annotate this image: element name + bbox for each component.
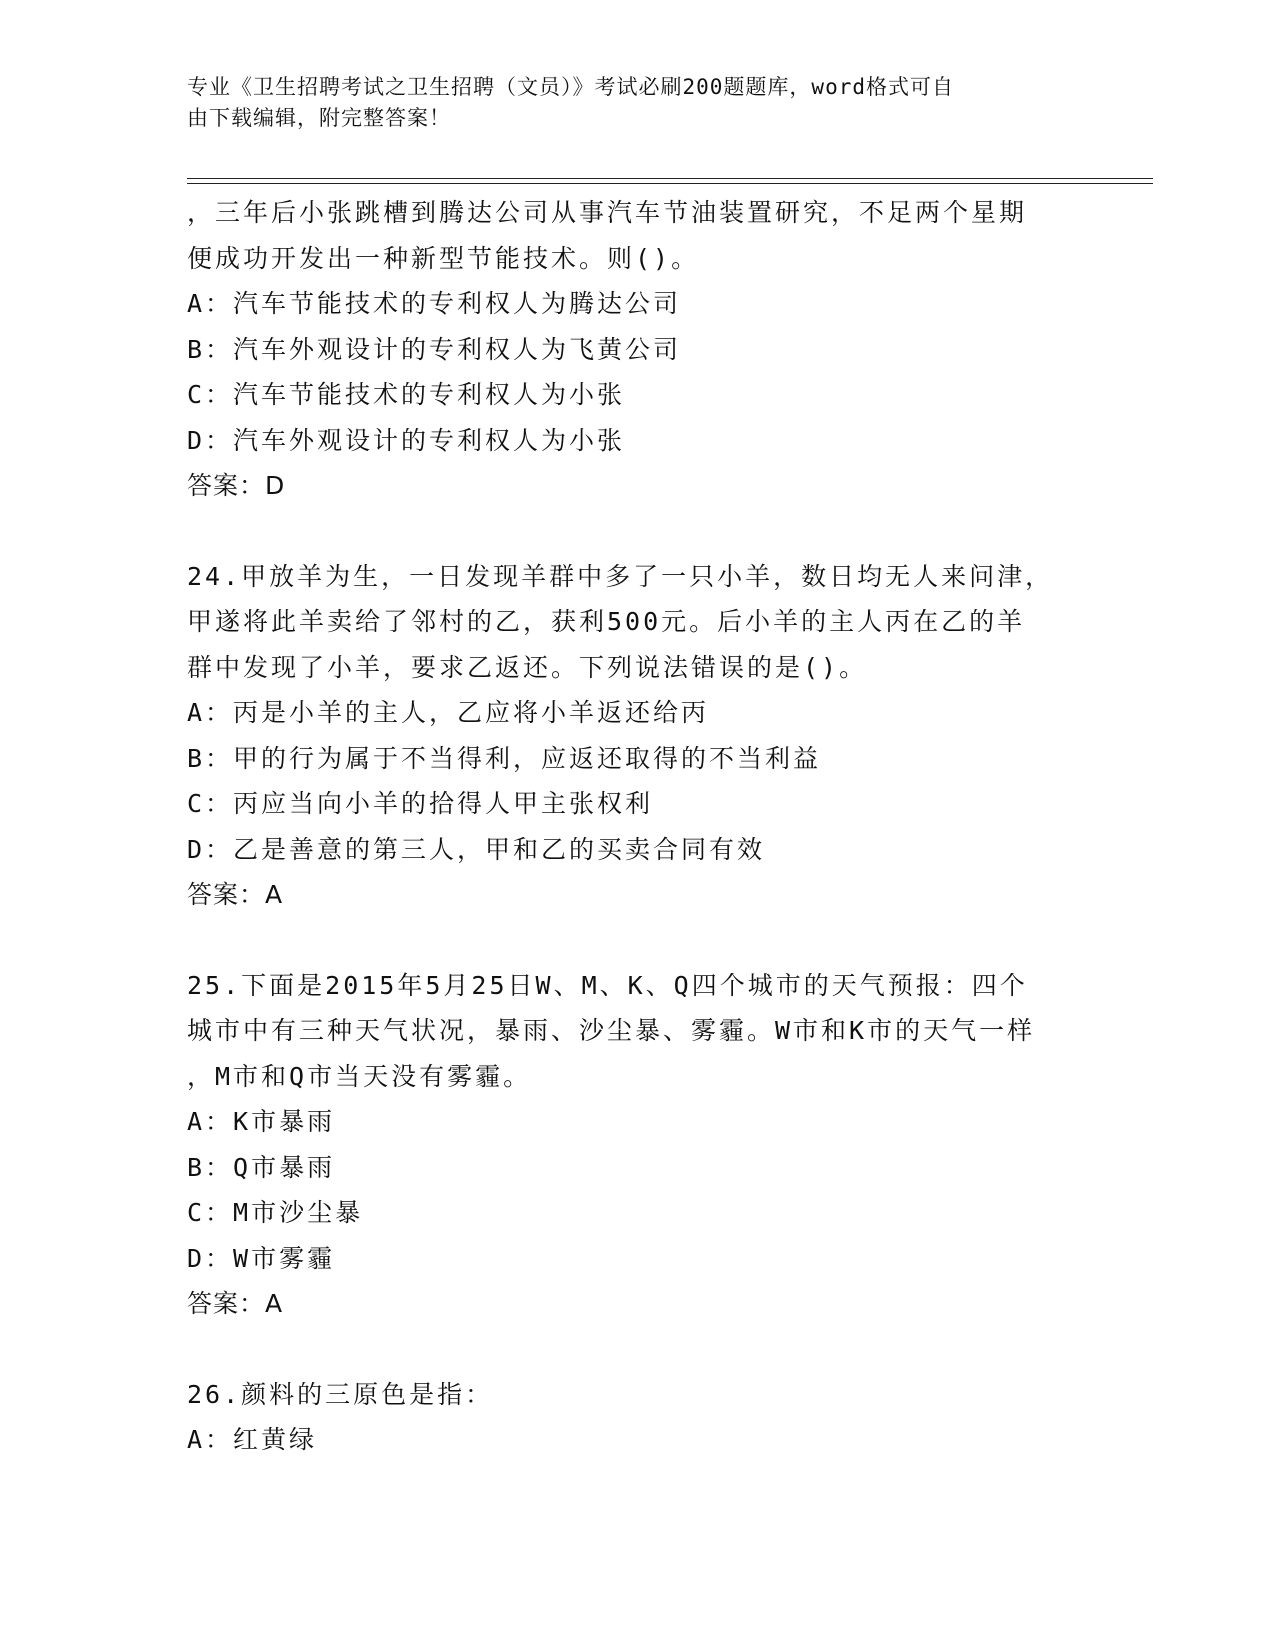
header-divider-top: [187, 178, 1153, 179]
option-d: D：W市雾霾: [187, 1243, 336, 1273]
question-stem-line: 群中发现了小羊，要求乙返还。下列说法错误的是()。: [187, 652, 868, 682]
option-b: B：Q市暴雨: [187, 1152, 336, 1182]
question-stem-line: 甲遂将此羊卖给了邻村的乙，获利500元。后小羊的主人丙在乙的羊: [187, 607, 1026, 636]
question-24: [187, 554, 1127, 918]
option-b: B：甲的行为属于不当得利，应返还取得的不当利益: [187, 743, 822, 773]
answer-line: 答案：D: [187, 471, 286, 500]
document-header: [187, 72, 1087, 134]
question-stem-line: ，三年后小张跳槽到腾达公司从事汽车节油装置研究，不足两个星期: [187, 198, 1028, 227]
option-a: A：红黄绿: [187, 1425, 318, 1454]
answer-line: 答案：A: [187, 1289, 284, 1318]
header-divider-bottom: [187, 183, 1153, 184]
question-25: [187, 963, 1127, 1327]
question-list: [187, 190, 1127, 1463]
option-a: A：汽车节能技术的专利权人为腾达公司: [187, 289, 682, 318]
spacer: [187, 918, 1127, 963]
question-stem-line: 便成功开发出一种新型节能技术。则()。: [187, 243, 700, 273]
option-d: D：乙是善意的第三人，甲和乙的买卖合同有效: [187, 834, 766, 864]
option-d: D：汽车外观设计的专利权人为小张: [187, 425, 626, 455]
header-line-1: 专业《卫生招聘考试之卫生招聘（文员）》考试必刷200题题库，word格式可自: [187, 75, 954, 99]
question-23: [187, 190, 1127, 509]
question-stem-line: 25.下面是2015年5月25日W、M、K、Q四个城市的天气预报：四个: [187, 970, 1028, 1000]
question-stem-line: 24.甲放羊为生，一日发现羊群中多了一只小羊，数日均无人来问津，: [187, 561, 1054, 591]
option-c: C：汽车节能技术的专利权人为小张: [187, 380, 626, 409]
answer-line: 答案：A: [187, 880, 284, 909]
header-line-2: 由下载编辑，附完整答案！: [187, 106, 451, 130]
question-stem-line: 26.颜料的三原色是指：: [187, 1379, 494, 1409]
question-26: [187, 1372, 1127, 1463]
spacer: [187, 509, 1127, 554]
spacer: [187, 1327, 1127, 1372]
question-stem-line: ，M市和Q市当天没有雾霾。: [187, 1061, 532, 1091]
option-b: B：汽车外观设计的专利权人为飞黄公司: [187, 334, 682, 364]
option-c: C：M市沙尘暴: [187, 1198, 364, 1227]
option-a: A：丙是小羊的主人，乙应将小羊返还给丙: [187, 698, 710, 727]
option-c: C：丙应当向小羊的拾得人甲主张权利: [187, 789, 654, 818]
question-stem-line: 城市中有三种天气状况，暴雨、沙尘暴、雾霾。W市和K市的天气一样: [187, 1016, 1036, 1045]
option-a: A：K市暴雨: [187, 1107, 336, 1136]
